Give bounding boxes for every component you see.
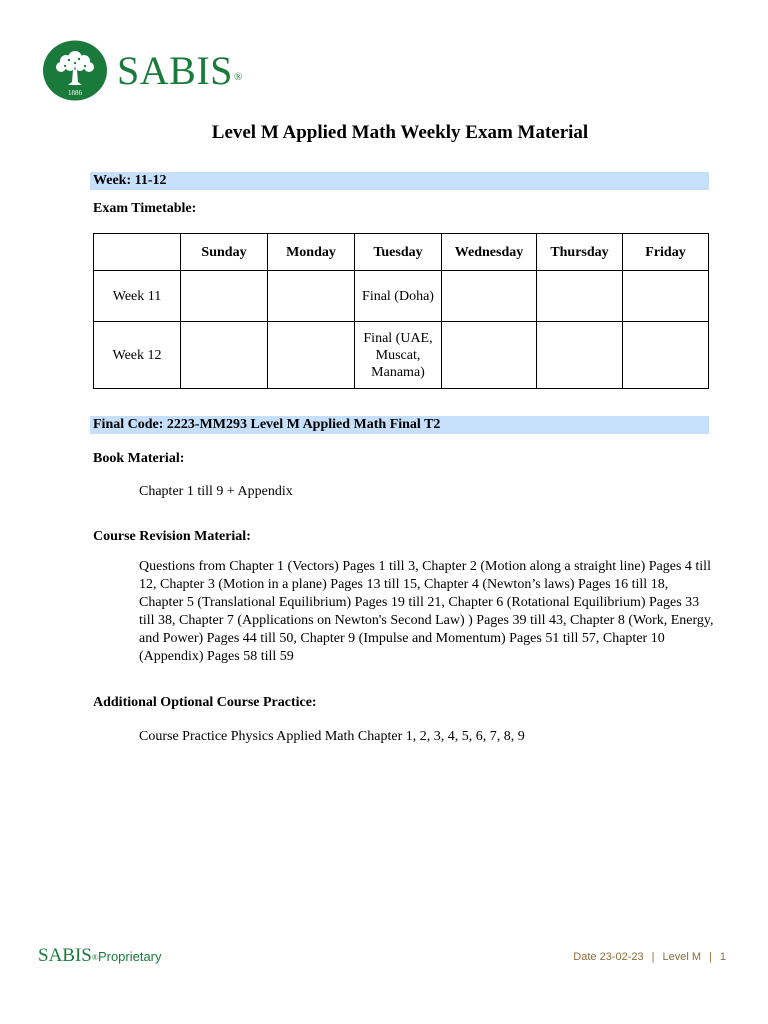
table-cell xyxy=(268,322,355,389)
column-header xyxy=(94,234,181,271)
sabis-emblem-icon xyxy=(42,40,108,101)
footer-separator: | xyxy=(709,951,712,963)
row-label: Week 12 xyxy=(94,322,181,389)
table-cell: Final (UAE, Muscat, Manama) xyxy=(355,322,442,389)
footer-logo xyxy=(38,945,162,968)
final-code-band: Final Code: 2223-MM293 Level M Applied Math Final T2 xyxy=(90,416,709,434)
table-header-row xyxy=(94,234,709,271)
optional-practice-heading: Additional Optional Course Practice: xyxy=(93,695,317,710)
timetable-heading: Exam Timetable: xyxy=(93,201,197,216)
week-band: Week: 11-12 xyxy=(90,172,709,190)
optional-practice-text: Course Practice Physics Applied Math Chapter 1, 2, 3, 4, 5, 6, 7, 8, 9 xyxy=(139,729,525,744)
brand-name: SABIS xyxy=(117,48,233,93)
registered-mark: ® xyxy=(233,71,243,83)
table-cell: Final (Doha) xyxy=(355,271,442,322)
row-label: Week 11 xyxy=(94,271,181,322)
brand-logo xyxy=(117,47,243,95)
book-material-text: Chapter 1 till 9 + Appendix xyxy=(139,484,293,499)
footer-proprietary: Proprietary xyxy=(97,949,162,964)
table-cell xyxy=(181,271,268,322)
table-cell xyxy=(181,322,268,389)
table-cell xyxy=(623,271,709,322)
footer-info xyxy=(573,949,726,965)
footer-separator: | xyxy=(651,951,655,963)
book-material-heading: Book Material: xyxy=(93,451,185,466)
document-title: Level M Applied Math Weekly Exam Material xyxy=(211,122,589,143)
table-cell xyxy=(268,271,355,322)
page-number: 1 xyxy=(719,951,726,963)
column-header: Tuesday xyxy=(355,234,442,271)
footer-brand: SABIS xyxy=(38,945,92,966)
table-row xyxy=(94,271,709,322)
column-header: Friday xyxy=(623,234,709,271)
revision-heading: Course Revision Material: xyxy=(93,529,251,544)
column-header: Sunday xyxy=(181,234,268,271)
table-row xyxy=(94,322,709,389)
table-cell xyxy=(537,271,623,322)
footer-date: Date 23-02-23 xyxy=(573,951,644,963)
exam-timetable xyxy=(93,233,709,389)
column-header: Thursday xyxy=(537,234,623,271)
table-cell xyxy=(623,322,709,389)
revision-text: Questions from Chapter 1 (Vectors) Pages 1 till 3, Chapter 2 (Motion along a straight line) Pages 4 till 12, Chapter 3 (Motion in a plane) Pages 13 till 15, Chapter 4 (Newton’s laws) Pages 16 till 18, Chapter 5 (Translational Equilibrium) Pages 19 till 21, Chapter 6 (Rotational Equilibrium) Pages 33 till 38, Chapter 7 (Applications on Newton's Second Law) ) Pages 39 till 43, Chapter 8 (Work, Energy, and Power) Pages 44 till 50, Chapter 9 (Impulse and Momentum) Pages 51 till 57, Chapter 10 (Appendix) Pages 58 till 59 xyxy=(139,559,714,664)
table-cell xyxy=(442,271,537,322)
column-header: Monday xyxy=(268,234,355,271)
emblem-year: 1886 xyxy=(68,89,82,97)
footer-registered-mark: ® xyxy=(91,953,98,962)
footer-level: Level M xyxy=(662,951,702,963)
table-cell xyxy=(537,322,623,389)
column-header: Wednesday xyxy=(442,234,537,271)
table-cell xyxy=(442,322,537,389)
